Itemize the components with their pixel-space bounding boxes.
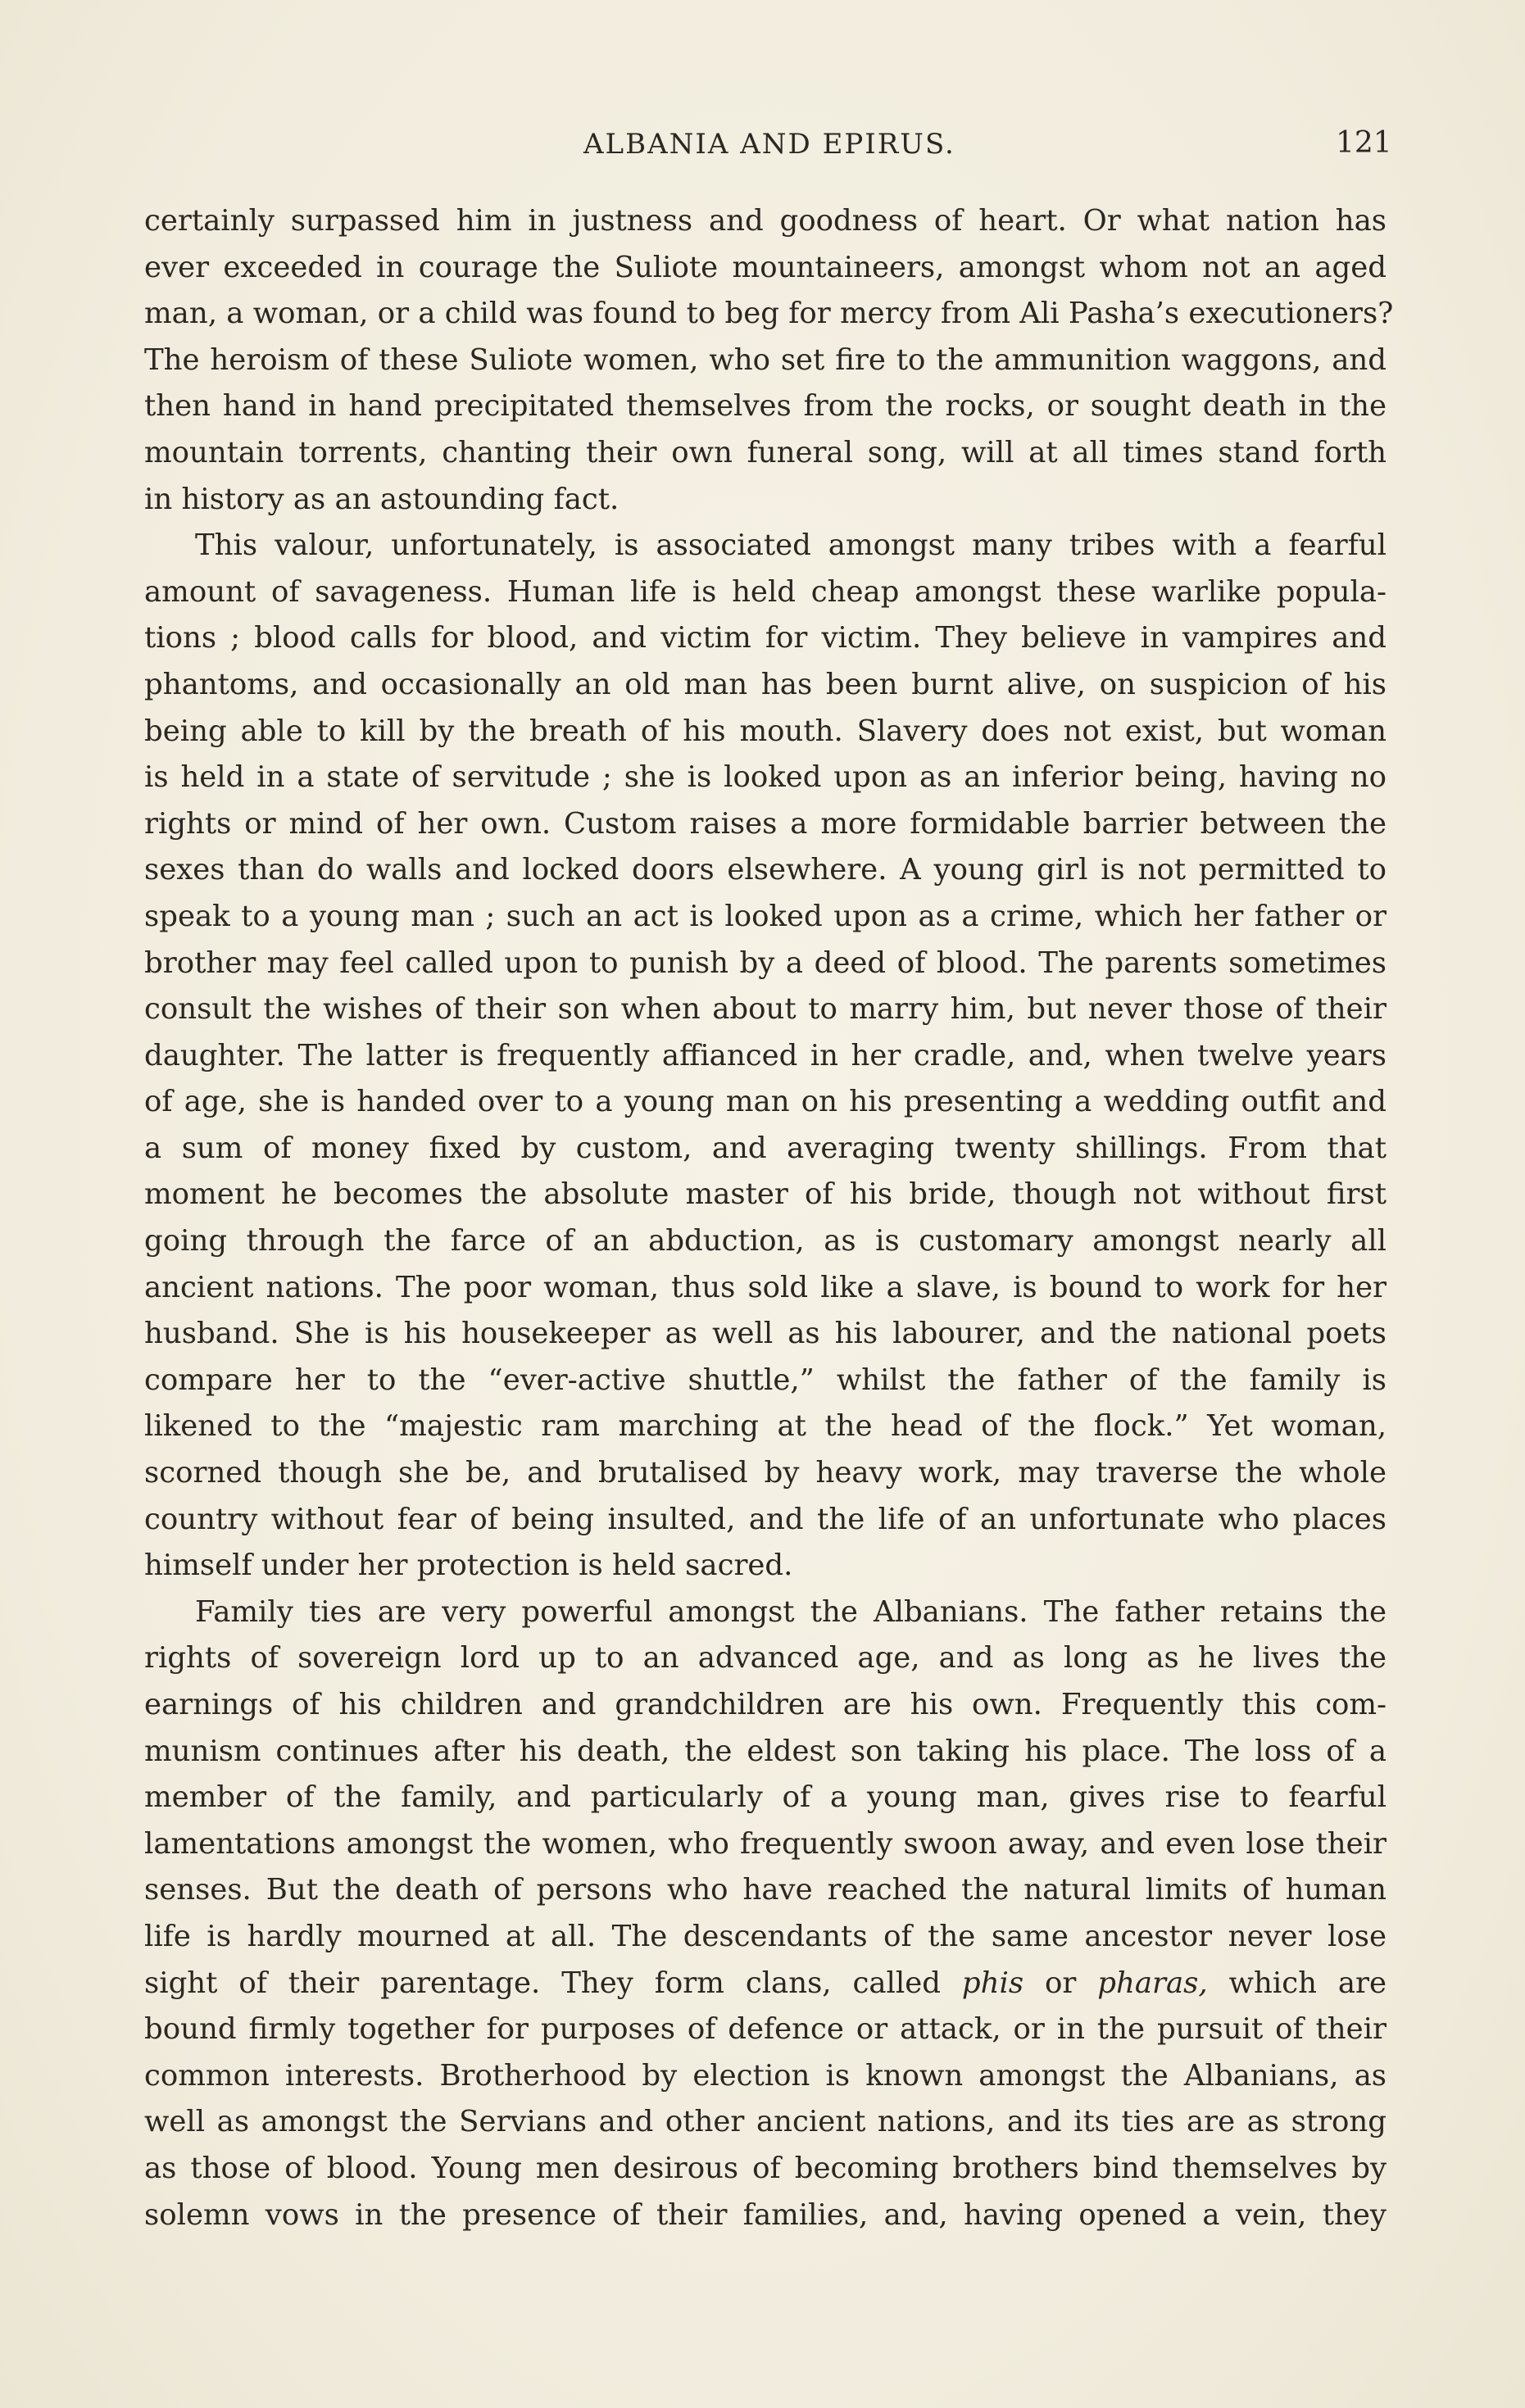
text-line: brother may feel called upon to punish by a deed of blood. The parents sometimes [144, 946, 1387, 980]
text-line: rights or mind of her own. Custom raises a more formidable barrier between the [144, 806, 1387, 841]
paragraph-2 [144, 523, 1387, 1589]
text-line: then hand in hand precipitated themselves from the rocks, or sought death in the [144, 389, 1387, 424]
line-text-after: which are [1207, 1966, 1387, 2000]
text-line: well as amongst the Servians and other ancient nations, and its ties are as strong [144, 2105, 1387, 2139]
text-line: lamentations amongst the women, who frequently swoon away, and even lose their [144, 1826, 1387, 1861]
line-text-before: sight of their parentage. They form clans, called [144, 1966, 962, 2000]
text-line: tions ; blood calls for blood, and victim for victim. They believe in vampires and [144, 621, 1387, 655]
text-line: Family ties are very powerful amongst the Albanians. The father retains the [195, 1594, 1387, 1629]
text-line: in history as an astounding fact. [144, 482, 620, 516]
text-line: solemn vows in the presence of their families, and, having opened a vein, they [144, 2197, 1387, 2232]
text-line: member of the family, and particularly of a young man, gives rise to fearful [144, 1780, 1387, 1815]
text-line: compare her to the “ever-active shuttle,” whilst the father of the family is [144, 1363, 1387, 1397]
paragraph-3 [144, 1589, 1387, 2238]
italic-term-pharas: pharas, [1097, 1966, 1208, 2000]
text-line: as those of blood. Young men desirous of becoming brothers bind themselves by [144, 2151, 1387, 2185]
text-line: senses. But the death of persons who have reached the natural limits of human [144, 1873, 1387, 1907]
text-line: munism continues after his death, the eldest son taking his place. The loss of a [144, 1734, 1387, 1768]
text-line: husband. She is his housekeeper as well as his labourer, and the national poets [144, 1317, 1387, 1351]
text-line: scorned though she be, and brutalised by heavy work, may traverse the whole [144, 1456, 1387, 1490]
text-line: amount of savageness. Human life is held cheap amongst these warlike popula- [144, 574, 1387, 609]
text-line: life is hardly mourned at all. The descendants of the same ancestor never lose [144, 1919, 1387, 1953]
text-line: bound firmly together for purposes of defence or attack, or in the pursuit of their [144, 2012, 1387, 2047]
running-title: ALBANIA AND EPIRUS. [583, 128, 955, 161]
text-line: being able to kill by the breath of his mouth. Slavery does not exist, but woman [144, 714, 1387, 748]
text-line: rights of sovereign lord up to an advanced age, and as long as he lives the [144, 1641, 1387, 1676]
italic-term-phis: phis [961, 1966, 1024, 2000]
text-line: consult the wishes of their son when about to marry him, but never those of their [144, 992, 1387, 1027]
text-line: certainly surpassed him in justness and goodness of heart. Or what nation has [144, 204, 1387, 238]
text-line: phantoms, and occasionally an old man has been burnt alive, on suspicion of his [144, 667, 1387, 701]
body-text [144, 198, 1394, 2238]
text-line: ancient nations. The poor woman, thus sold like a slave, is bound to work for her [144, 1270, 1387, 1304]
text-line: likened to the “majestic ram marching at the head of the flock.” Yet woman, [144, 1409, 1387, 1444]
text-line: speak to a young man ; such an act is looked upon as a crime, which her father or [144, 899, 1387, 933]
text-line: earnings of his children and grandchildren are his own. Frequently this com- [144, 1688, 1387, 1721]
text-line: sexes than do walls and locked doors elsewhere. A young girl is not permitted to [144, 853, 1387, 887]
text-line: common interests. Brotherhood by election is known amongst the Albanians, as [144, 2058, 1387, 2093]
paragraph-1 [144, 198, 1394, 523]
line-text-between: or [1023, 1966, 1098, 2000]
text-line: himself under her protection is held sacred. [144, 1549, 793, 1583]
text-line: going through the farce of an abduction, as is customary amongst nearly all [144, 1224, 1387, 1258]
text-line: mountain torrents, chanting their own funeral song, will at all times stand forth [144, 435, 1387, 469]
text-line-with-italics [144, 1961, 1387, 2007]
text-line: The heroism of these Suliote women, who set fire to the ammunition waggons, and [144, 342, 1387, 377]
text-line: moment he becomes the absolute master of his bride, though not without first [144, 1177, 1387, 1212]
page-number: 121 [1336, 126, 1392, 160]
text-line: This valour, unfortunately, is associated amongst many tribes with a fearful [195, 528, 1387, 563]
text-line: of age, she is handed over to a young man on his presenting a wedding outfit and [144, 1085, 1387, 1119]
text-line: is held in a state of servitude ; she is looked upon as an inferior being, having no [144, 760, 1387, 795]
text-line: a sum of money fixed by custom, and averaging twenty shillings. From that [144, 1131, 1387, 1165]
running-head [0, 123, 1525, 172]
text-line: country without fear of being insulted, and the life of an unfortunate who places [144, 1502, 1387, 1536]
text-line: daughter. The latter is frequently affianced in her cradle, and, when twelve years [144, 1038, 1387, 1072]
text-line: man, a woman, or a child was found to beg for mercy from Ali Pasha’s executioners? [144, 297, 1394, 331]
text-line: ever exceeded in courage the Suliote mountaineers, amongst whom not an aged [144, 250, 1387, 284]
